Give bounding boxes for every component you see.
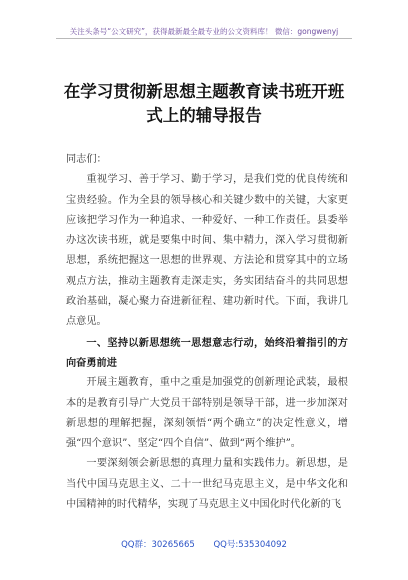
salutation: 同志们： [66, 154, 107, 165]
body-paragraph: 一要深刻领会新思想的真理力量和实践伟力。新思想，是当代中国马克思主义、二十一世纪马克思主义，是中华文化和中国精神的时代精华，实现了马克思主义中国化时代化新的飞 [66, 458, 348, 511]
footer-qq: QQ号:535304092 [213, 540, 287, 550]
header-divider [56, 38, 352, 39]
document-body [66, 150, 348, 515]
body-paragraph: 重视学习、善于学习、勤于学习，是我们党的优良传统和宝贵经验。作为全县的领导核心和关键少数中的关键，大家更应该把学习作为一种追求、一种爱好、一种工作责任。县委举办这次读书班，就是要集中时间、集中精力，深入学习贯彻新思想，系统把握这一思想的世界观、方法论和贯穿其中的立场观点方法，推动主题教育走深走实，务实团结奋斗的共同思想政治基础，凝心聚力奋进新征程、建功新时代。下面，我讲几点意见。 [66, 174, 348, 328]
section-heading: 一、坚持以新思想统一思想意志行动，始终沿着指引的方向奋勇前进 [66, 336, 348, 369]
footer-qq-group: QQ群：30265665 [121, 540, 195, 550]
header-banner: 关注头条号“公文研究”，获得最新最全最专业的公文资料库！ 微信：gongwenyj [69, 27, 339, 36]
footer-contact [0, 538, 408, 550]
document-title: 在学习贯彻新思想主题教育读书班开班式上的辅导报告 [63, 82, 345, 125]
body-paragraph: 开展主题教育，重中之重是加强党的创新理论武装，最根本的是教育引导广大党员干部特别是领导干部，进一步加深对新思想的理解把握，深刻领悟“两个确立”的决定性意义，增强“四个意识”、坚定“四个自信”、做到“两个维护”。 [66, 377, 348, 450]
